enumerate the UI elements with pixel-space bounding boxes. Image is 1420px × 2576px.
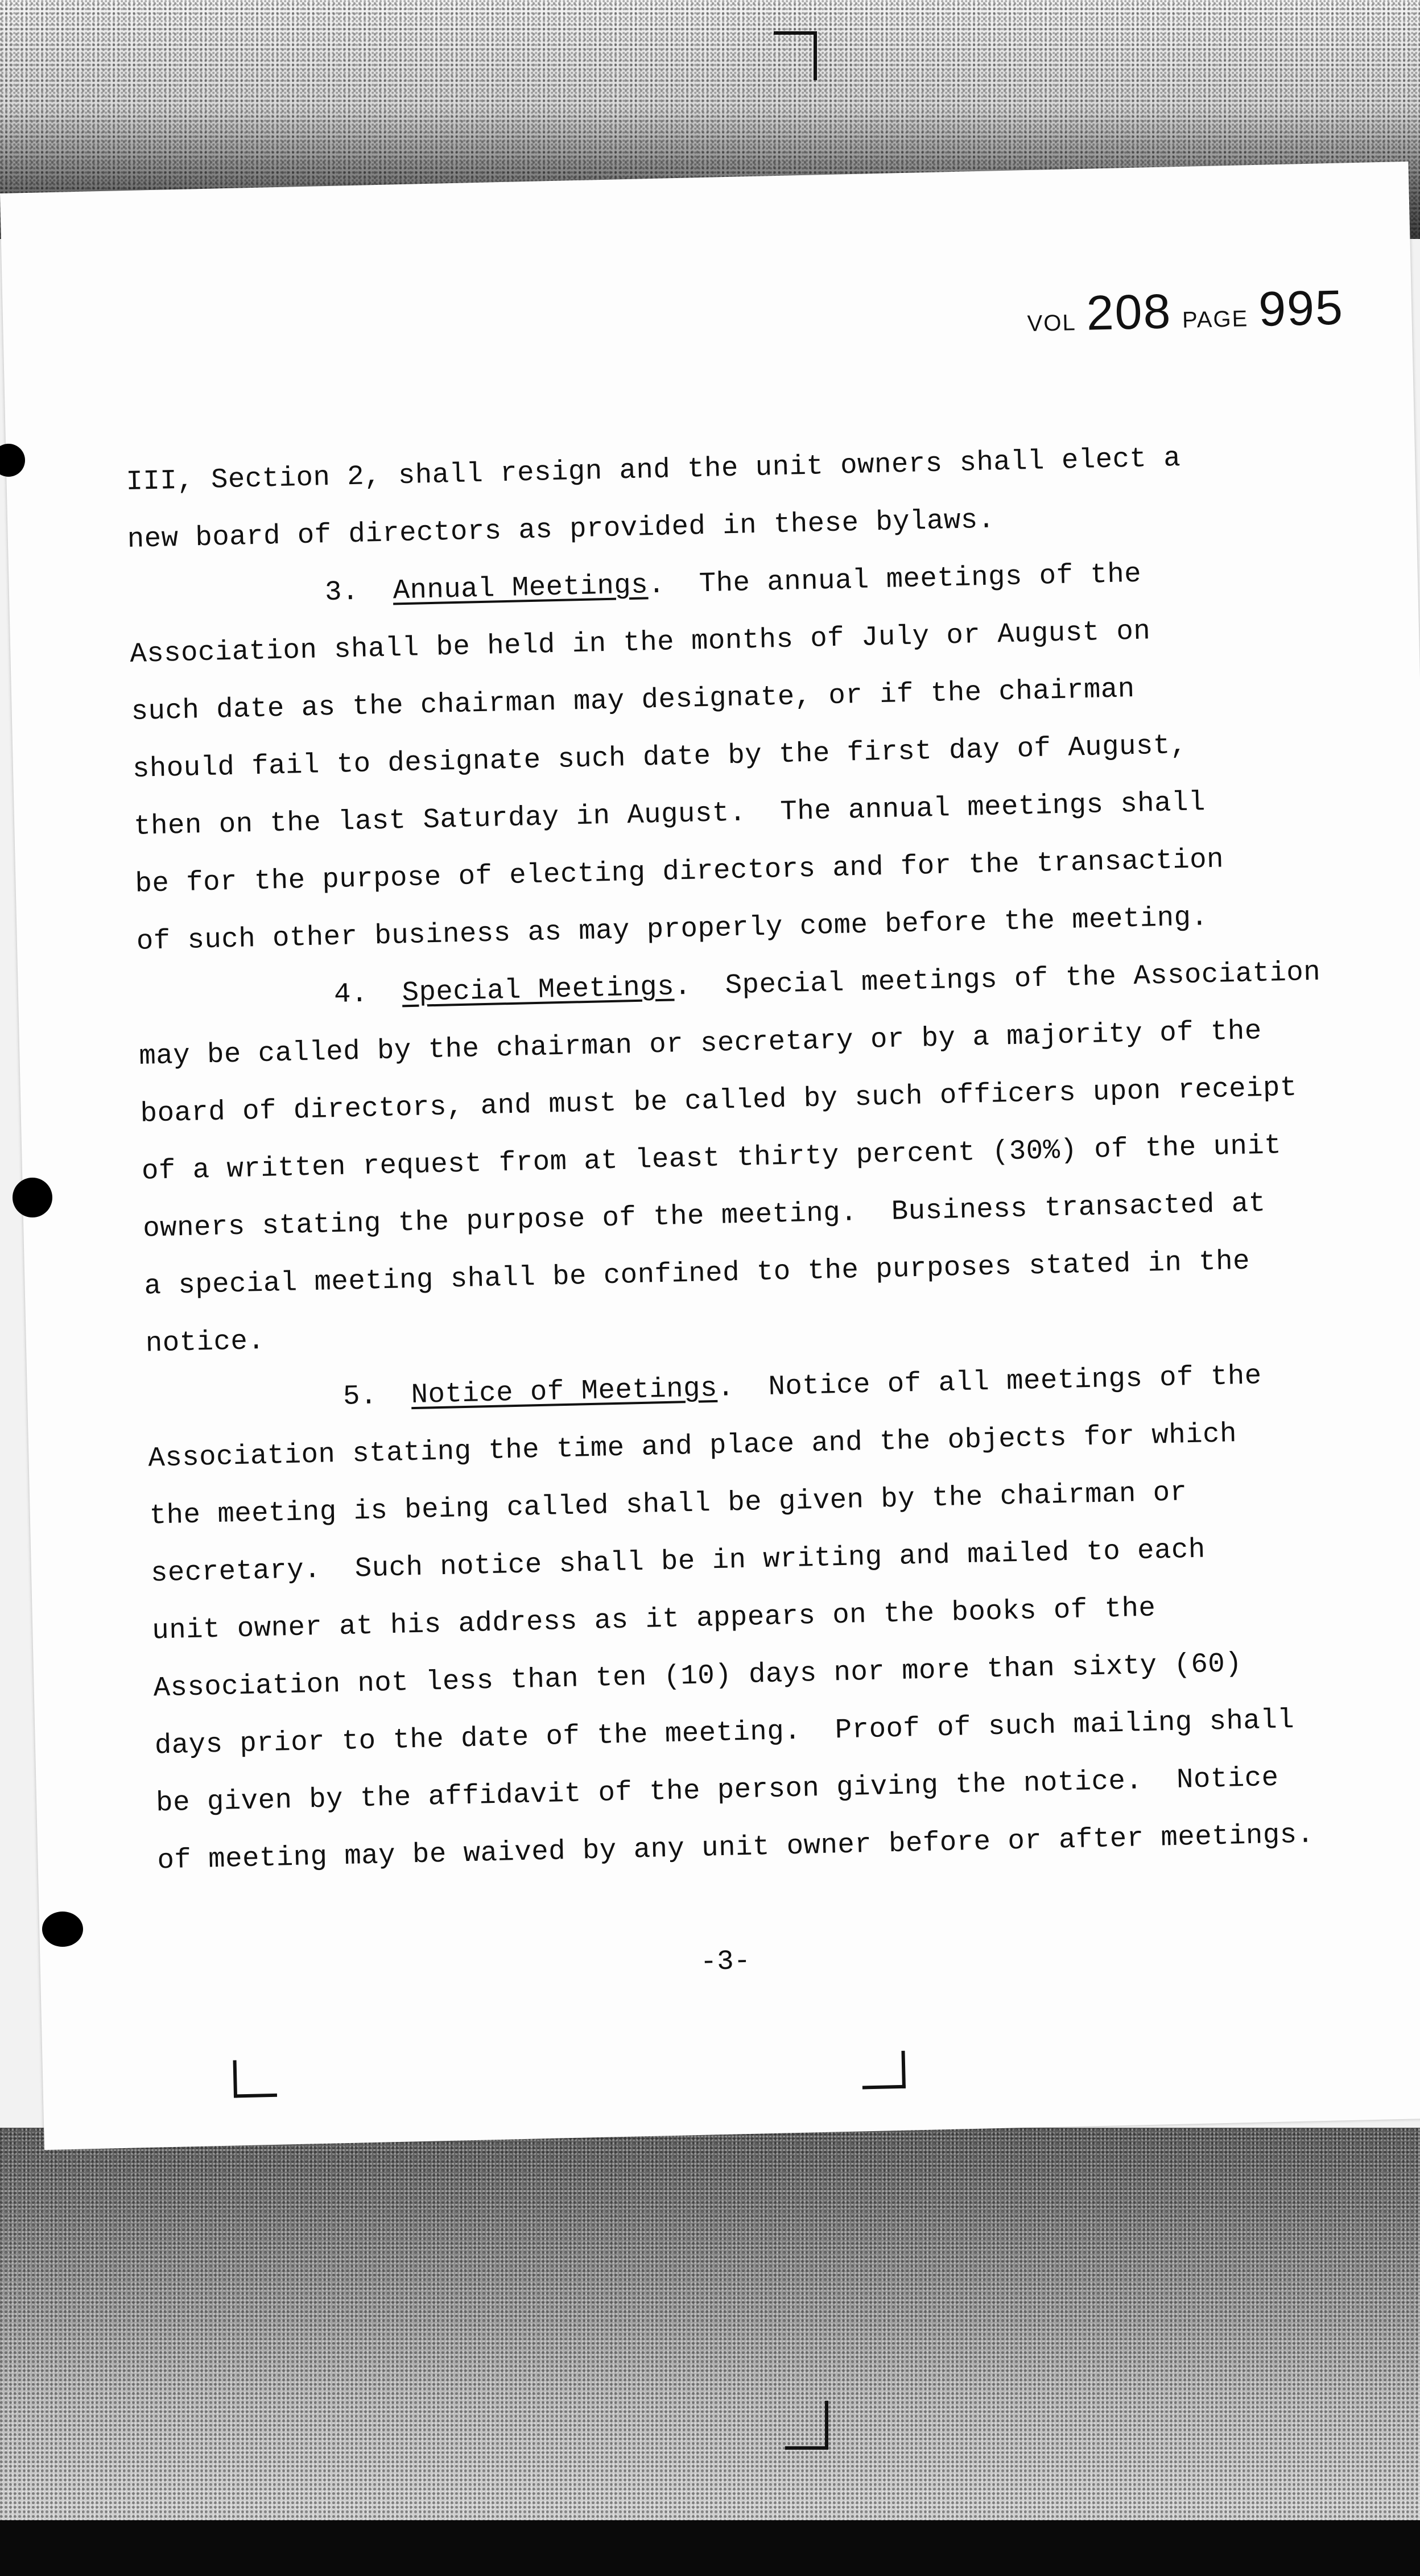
crop-mark-bottom-left (233, 2059, 277, 2098)
text-line: owners stating the purpose of the meeting. Business transacted at (142, 1187, 1266, 1245)
section-number: 5. (342, 1379, 412, 1413)
vol-number: 208 (1085, 284, 1173, 341)
text-line: a special meeting shall be confined to the purposes stated in the (144, 1245, 1250, 1302)
bylaws-text (125, 426, 1381, 1889)
text-line: of meeting may be waived by any unit owner before or after meetings. (156, 1818, 1315, 1877)
text-line: then on the last Saturday in August. The annual meetings shall (133, 786, 1206, 843)
text-line: the meeting is being called shall be given by the chairman or (149, 1476, 1188, 1532)
section-text: . Notice of all meetings of the (717, 1360, 1262, 1404)
text-line: days prior to the date of the meeting. Proof of such mailing shall (154, 1704, 1295, 1762)
section-number: 3. (324, 575, 394, 609)
vol-label: VOL (1027, 310, 1077, 337)
scan-edge-bottom (0, 2520, 1420, 2576)
section-text: . The annual meetings of the (647, 558, 1142, 601)
text-line: such date as the chairman may designate, or if the chairman (131, 672, 1136, 728)
text-line: be given by the affidavit of the person giving the notice. Notice (155, 1761, 1279, 1819)
text-line: be for the purpose of electing directors and for the transaction (134, 843, 1224, 900)
text-line: should fail to designate such date by the first day of August, (132, 729, 1188, 785)
section-title: Annual Meetings (393, 569, 649, 607)
text-line: of a written request from at least thirty percent (30%) of the unit (141, 1129, 1282, 1187)
text-line: unit owner at his address as it appears on the books of the (151, 1592, 1156, 1647)
section-text: . Special meetings of the Association (674, 956, 1321, 1003)
section-title: Notice of Meetings (411, 1372, 718, 1411)
text-line: secretary. Such notice shall be in writing and mailed to each (150, 1533, 1206, 1590)
text-line: new board of directors as provided in these bylaws. (127, 503, 996, 556)
corner-mark-top (774, 31, 817, 80)
punch-hole-bottom (42, 1912, 83, 1947)
text-line: of such other business as may properly come before the meeting. (136, 901, 1209, 957)
punch-hole-middle (13, 1178, 52, 1217)
page-number-stamp: 995 (1258, 280, 1344, 337)
text-line: Association stating the time and place and the objects for which (147, 1418, 1237, 1475)
text-line: may be called by the chairman or secretary or by a majority of the (138, 1015, 1262, 1072)
page-label: PAGE (1182, 306, 1249, 333)
crop-mark-bottom-right (861, 2051, 905, 2090)
text-line: III, Section 2, shall resign and the unit owners shall elect a (125, 442, 1181, 498)
volume-page-reference (1026, 279, 1352, 343)
corner-mark-bottom (785, 2401, 828, 2450)
scan-shadow-bottom (0, 2128, 1420, 2576)
text-line: Association not less than ten (10) days nor more than sixty (60) (153, 1648, 1242, 1704)
section-title: Special Meetings (402, 971, 675, 1009)
section-number: 4. (333, 977, 403, 1011)
footer-page-number: -3- (700, 1945, 751, 1978)
text-line: board of directors, and must be called by such officers upon receipt (140, 1071, 1298, 1130)
text-line: notice. (145, 1324, 265, 1360)
text-line: Association shall be held in the months of July or August on (129, 615, 1151, 671)
document-page (0, 162, 1420, 2150)
